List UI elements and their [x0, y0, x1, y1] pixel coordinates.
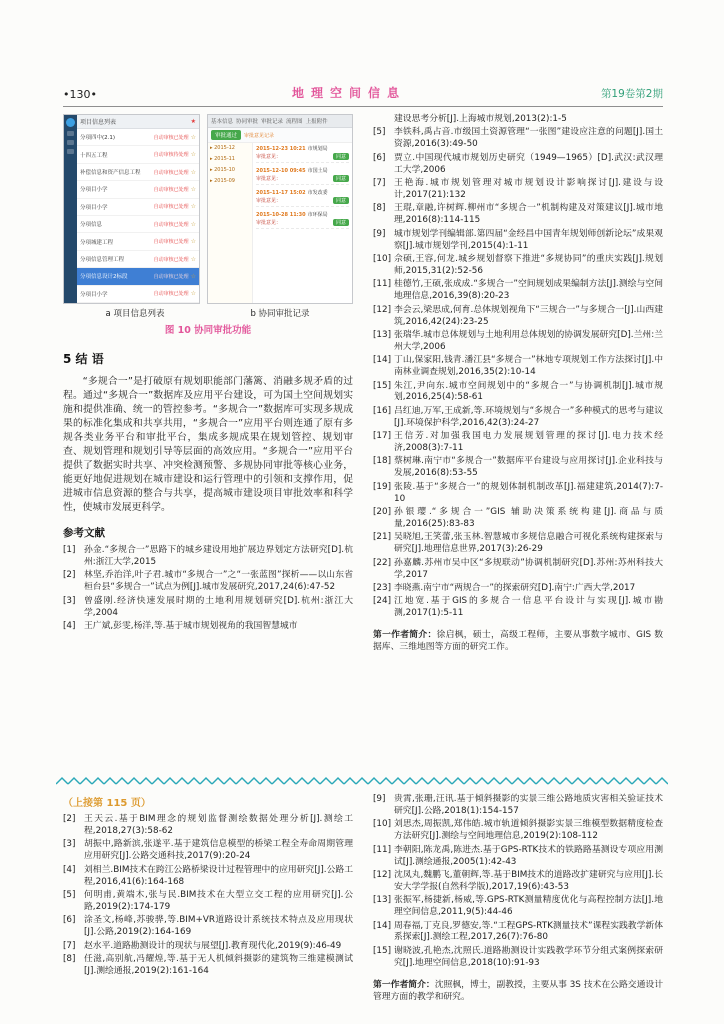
reference-number: [9] [373, 228, 386, 239]
reference-text: 王艳海.城市规划管理对城市规划设计影响探讨[J].建设与设计,2017(21):132 [394, 178, 663, 200]
project-name: 补偿信息和资产信息工程 [80, 170, 141, 177]
reference-text: 刘相兰.BIM技术在跨江公路桥梁设计过程管理中的应用研究[J].公路工程,2016,41(6):164-168 [84, 864, 353, 887]
reference-item [373, 583, 663, 595]
reference-item [373, 819, 663, 843]
conclusion-paragraph: “多规合一”是打破原有规划职能部门藩篱、消融多规矛盾的过程。通过“多规合一”数据库及应用平台建设，可为国土空间规划实施和提供准确、统一的管控参考。“多规合一”数据库可实现多规成果的标准化集成和共享共用，“多规合一”应用平台则连通了原有多规各类业务平台和审批平台，集成多规成果在规划管控、规划审查、规划管理和规划引导等层面的高效应用。“多规合一”应用平台提供了数据实时共享、冲突检测预警、多规协同审批等核心业务，能更好地促进规划在城市建设和运行管理中的引领和支撑作用，促进城市信息资源的整合与共享，提高城市建设项目审批效率和科学性，使城市发展更科学。 [63, 376, 353, 513]
project-name: 分项目小学 [80, 291, 108, 298]
reference-item [373, 254, 663, 278]
reference-number: [14] [373, 355, 392, 366]
project-list-panel [77, 115, 199, 303]
reference-number: [13] [373, 329, 392, 340]
record-opinion-label: 审批意见： [256, 220, 282, 226]
reference-text: 贵霄,张珊,汪讯.基于倾斜摄影的实景三维公路地质灾害相关验证技术研究[J].公路,2018(1):154-157 [394, 794, 663, 816]
screenshot-project-list [63, 114, 200, 304]
project-row[interactable] [77, 129, 199, 146]
reference-number: [14] [373, 920, 392, 931]
reference-number: [4] [63, 620, 76, 631]
reference-item [63, 839, 353, 863]
section-heading-conclusion: 5 结 语 [63, 352, 104, 366]
app-nav-rail [64, 115, 77, 303]
reference-text: 建设思考分析[J].上海城市规划,2013(2):1-5 [394, 114, 567, 124]
reference-item [373, 203, 663, 227]
menu-tab[interactable]: 流程图 [286, 119, 303, 125]
reference-text: 张陵.基于“多规合一”的规划体制机制改革[J].福建建筑,2014(7):7-10 [394, 481, 663, 504]
reference-text: 任滋,高别航,冯耀煌,等.基于无人机倾斜摄影的建筑物三维建模测试[J].测绘通报,2019(2):161-164 [84, 953, 353, 976]
reference-number: [19] [373, 481, 392, 492]
reference-text: 刘思杰,周振凯,郑伟皓.城市轨道倾斜摄影实景三维模型数据精度检查方法研究[J].测绘与空间地理信息,2019(2):108-112 [394, 819, 663, 842]
reference-text: 李晓燕.南宁市“两规合一”的探索研究[D].南宁:广西大学,2017 [394, 583, 636, 594]
reference-item [63, 941, 353, 953]
project-row[interactable] [77, 233, 199, 250]
reference-item [373, 794, 663, 818]
menu-tab[interactable]: 审批记录 [261, 119, 284, 125]
audit-status-badge: 自动审核已处理 [153, 239, 189, 246]
references-heading: 参考文献 [63, 527, 105, 539]
reference-text: 李朝阳,陈龙禹,陈进杰.基于GPS-RTK技术的铁路路基测设专项应用测试[J].测绘通报,2005(1):42-43 [394, 844, 663, 867]
reference-text: 张瑞华.城市总体规划与土地利用总体规划的协调发展研究[D].兰州:兰州大学,2006 [394, 329, 663, 352]
reference-number: [6] [63, 915, 76, 926]
star-icon[interactable]: ☆ [190, 185, 196, 193]
approval-menu-bar [208, 115, 352, 128]
reference-number: [8] [373, 203, 386, 214]
issue-info: 第19卷第2期 [600, 88, 663, 100]
project-list-title: 项目信息列表 [80, 119, 117, 126]
record-date: 2015-10-28 11:30 [256, 212, 306, 218]
record-department: 市环保局 [307, 212, 328, 218]
approval-record-item[interactable] [256, 167, 349, 185]
star-icon[interactable]: ☆ [190, 255, 196, 263]
reference-text: 朱江,尹向东.城市空间规划中的“多规合一”与协调机制[J].城市规划,2016,25(4):58-61 [394, 380, 663, 403]
reference-item [373, 870, 663, 894]
project-name: 分项信息设计2标段 [80, 274, 128, 281]
reference-item [63, 596, 353, 620]
project-row[interactable] [77, 286, 199, 303]
references-list-right [373, 114, 663, 620]
record-status-badge: 同意 [333, 197, 349, 204]
reference-number: [17] [373, 431, 392, 442]
approval-record-item[interactable] [256, 189, 349, 207]
project-rows [77, 129, 199, 303]
sublabel-a: a 项目信息列表 [105, 309, 165, 319]
record-department: 市发改委 [307, 190, 328, 196]
project-name: 分项信息管理工程 [80, 257, 125, 264]
reference-item [63, 621, 353, 633]
reference-item [373, 845, 663, 869]
reference-number: [11] [373, 279, 392, 290]
reference-number: [5] [63, 889, 76, 900]
approval-note: 审批意见记录 [244, 132, 275, 139]
reference-number: [20] [373, 507, 392, 518]
reference-item [373, 330, 663, 354]
project-row[interactable] [77, 268, 199, 285]
reference-text: 孙金.“多规合一”思路下的城乡建设用地扩展边界划定方法研究[D].杭州:浙江大学,2015 [84, 545, 353, 567]
reference-item [373, 406, 663, 430]
audit-status-badge: 自动审核已处理 [153, 256, 189, 263]
author-bio-label: 第一作者简介： [373, 630, 437, 641]
project-name: 分项目小学 [80, 204, 108, 211]
audit-status-badge: 自动审核待处理 [153, 152, 189, 159]
reference-number: [16] [373, 405, 392, 416]
reference-number: [6] [373, 152, 386, 163]
reference-number: [24] [373, 596, 392, 607]
project-list-header [77, 115, 199, 129]
star-icon[interactable]: ☆ [190, 290, 196, 298]
nav-rail-icon[interactable] [67, 149, 74, 154]
record-status-badge: 同意 [333, 153, 349, 160]
audit-status-badge: 自动审核已处理 [153, 291, 189, 298]
page-number: •130• [63, 88, 97, 101]
tree-date-item[interactable]: ▸ 2015-11 [210, 156, 235, 162]
project-row[interactable] [77, 199, 199, 216]
approval-record-item[interactable] [256, 211, 349, 229]
reference-number: [11] [373, 844, 392, 855]
tree-date-item[interactable]: ▸ 2015-09 [210, 178, 235, 184]
reference-number [373, 114, 394, 126]
main-content [63, 114, 663, 654]
reference-item [373, 507, 663, 531]
audit-status-badge: 自动审核已处理 [153, 134, 189, 141]
reference-item [373, 279, 663, 303]
reference-item [63, 570, 353, 594]
record-opinion-label: 审批意见： [256, 198, 282, 204]
reference-item [63, 865, 353, 889]
menu-tab[interactable]: 协同审批 [236, 119, 259, 125]
reference-text: 林坚,乔治洋,叶子君.城市“多规合一”之“一张蓝图”探析——以山东省桓台县“多规合一”试点为例[J].城市发展研究,2017,24(6):47-52 [84, 570, 353, 593]
left-column [63, 114, 353, 654]
author-bio-text: 徐启枫，硕士，高级工程师，主要从事数字城市、GIS 数据库、三维地图等方面的研究工作。 [373, 630, 663, 653]
reference-text: 胡振中,路新滨,张遂平.基于建筑信息模型的桥梁工程全寿命周期管理应用研究[J].公路交通科技,2017(9):20-24 [84, 839, 353, 862]
screenshot-approval-record [207, 114, 353, 304]
star-icon[interactable]: ☆ [190, 168, 196, 176]
reference-number: [15] [373, 945, 392, 956]
reference-number: [3] [63, 595, 76, 606]
audit-status-badge: 自动审核已处理 [153, 273, 189, 280]
reference-text: 曾盛刚.经济快速发展时期的土地利用规划研究[D].杭州:浙江大学,2004 [84, 595, 353, 618]
reference-number: [4] [63, 864, 76, 875]
project-name: 分项四中(2.1) [80, 135, 116, 142]
reference-item [373, 431, 663, 455]
continued-section [63, 794, 663, 1003]
reference-item [63, 954, 353, 978]
reference-number: [8] [63, 953, 76, 964]
tree-date-item[interactable]: ▸ 2015-12 [210, 145, 235, 151]
reference-text: 王信芳.对加强我国电力发展规划管理的探讨[J].电力技术经济,2008(3):7-11 [394, 431, 663, 454]
figure-10 [63, 114, 353, 304]
reference-number: [3] [63, 839, 76, 850]
reference-text: 江地宽.基于GIS的多规合一信息平台设计与实现[J].城市勘测,2017(1):5-11 [394, 596, 663, 619]
reference-number: [7] [63, 940, 76, 951]
approve-button[interactable]: 审批通过 [211, 130, 241, 140]
record-date: 2015-11-17 15:02 [256, 190, 306, 196]
reference-number: [10] [373, 819, 392, 830]
record-date: 2015-12-10 09:45 [256, 168, 306, 174]
reference-item [373, 153, 663, 177]
reference-item [373, 596, 663, 620]
record-status-badge: 同意 [333, 219, 349, 226]
reference-number: [21] [373, 532, 392, 543]
reference-number: [15] [373, 380, 392, 391]
menu-tab[interactable]: 基本信息 [211, 119, 234, 125]
reference-text: 孙银璎.“多规合一”GIS 辅助决策系统构建[J].商品与质量,2016(25):83-83 [394, 507, 663, 529]
wave-divider [56, 776, 668, 786]
record-status-badge: 同意 [333, 175, 349, 182]
project-row[interactable] [77, 164, 199, 181]
project-row[interactable] [77, 216, 199, 233]
approval-body [208, 143, 352, 303]
reference-text: 王琨,章融,许树辉.柳州市“多规合一”机制构建及对策建议[J].城市地理,2016(8):114-115 [394, 203, 663, 226]
continued-references-left [63, 814, 353, 978]
reference-item [373, 558, 663, 582]
reference-text: 谢晓波,孔艳杰,沈照氏.道路勘测设计实践教学环节分组式案例探索研究[J].地理空间信息,2018(10):91-93 [394, 945, 663, 968]
reference-item [373, 895, 663, 919]
reference-item [373, 946, 663, 970]
date-tree [208, 143, 253, 303]
reference-number: [23] [373, 583, 392, 594]
reference-text: 城市规划学刊编辑部.第四届“金经昌中国青年规划师创新论坛”成果观察[J].城市规划学刊,2015(4):1-11 [394, 228, 663, 251]
author-bio-continued [373, 979, 663, 1003]
menu-tab[interactable]: 上报附件 [305, 119, 328, 125]
reference-item [373, 532, 663, 556]
author-bio-label: 第一作者简介： [373, 979, 435, 990]
reference-item [373, 127, 663, 151]
star-icon[interactable]: ☆ [190, 133, 196, 141]
sublabel-b: b 协同审批记录 [250, 309, 310, 319]
star-icon[interactable]: ☆ [190, 238, 196, 246]
reference-item [373, 305, 663, 329]
reference-text: 李会云,梁思成,何育.总体规划视角下“三规合一”与多规合一[J].山西建筑,2016,42(24):23-25 [394, 304, 663, 327]
project-row[interactable] [77, 251, 199, 268]
continued-from-label: （上接第 115 页） [63, 798, 151, 809]
reference-number: [9] [373, 794, 386, 804]
reference-item [373, 355, 663, 379]
figure-sublabels [63, 307, 353, 319]
reference-item [373, 229, 663, 253]
audit-status-badge: 自动审核已处理 [153, 221, 189, 228]
reference-number: [2] [63, 570, 76, 581]
nav-rail-icon[interactable] [67, 131, 74, 136]
approval-toolbar [208, 128, 352, 143]
reference-text: 贾立.中国现代城市规划历史研究（1949—1965）[D].武汉:武汉理工大学,2006 [394, 152, 663, 175]
reference-number: [18] [373, 456, 392, 467]
continued-references-right [373, 794, 663, 970]
reference-item [63, 890, 353, 914]
references-list-left [63, 545, 353, 633]
reference-item [373, 482, 663, 506]
project-name: 分项城建工程 [80, 239, 114, 246]
project-name: 分项目小学 [80, 187, 108, 194]
continued-right-column [373, 794, 663, 1003]
reference-text: 李铁科,禹占音.市级国土资源管理“一张图”建设应注意的问题[J].国土资源,2016(3):49-50 [394, 127, 663, 150]
star-icon[interactable]: ☆ [190, 151, 196, 159]
reference-item [63, 545, 353, 569]
figure-caption: 图 10 协同审批功能 [164, 325, 252, 336]
reference-number: [1] [63, 545, 76, 555]
reference-number: [12] [373, 869, 392, 880]
project-row[interactable] [77, 146, 199, 163]
reference-text: 吕红迪,万军,王成新,等.环境规划与“多规合一”多种模式的思考与建议[J].环境保护科学,2016,42(3):24-27 [394, 405, 663, 428]
reference-text: 沈凤丸,魏鹏飞,董朝辉,等.基于BIM技术的道路改扩建研究与应用[J].长安大学学报(自然科学版),2017,19(6):43-53 [394, 869, 663, 892]
project-name: 十四五工程 [80, 152, 108, 159]
reference-item [373, 456, 663, 480]
star-icon[interactable]: ☆ [190, 203, 196, 211]
reference-number: [13] [373, 895, 392, 906]
reference-number: [10] [373, 253, 392, 264]
author-bio-main [373, 629, 663, 653]
audit-status-badge: 自动审核已处理 [153, 204, 189, 211]
reference-item [373, 114, 663, 126]
continued-left-column [63, 794, 353, 1003]
reference-text: 何明甫,黄端木,张与民.BIM技术在大型立交工程的应用研究[J].公路,2019(2):174-179 [84, 889, 353, 912]
star-icon[interactable]: ☆ [190, 272, 196, 280]
reference-number: [5] [373, 127, 386, 138]
reference-text: 吴晓旭,王笑蕾,张玉林.智慧城市多规信息融合可视化系统构建探索与研究[J].地理信息世界,2017(3):26-29 [394, 532, 663, 555]
reference-item [63, 814, 353, 838]
reference-text: 孙嘉麟.苏州市吴中区“多规联动”协调机制研究[D].苏州:苏州科技大学,2017 [394, 557, 663, 580]
audit-status-badge: 自动审核已处理 [153, 186, 189, 193]
reference-text: 蔡树琳.南宁市“多规合一”数据库平台建设与应用探讨[J].企业科技与发展,2016(8):53-55 [394, 456, 663, 479]
star-icon[interactable]: ☆ [190, 220, 196, 228]
reference-text: 赵水平.道路勘测设计的现状与展望[J].教育现代化,2019(9):46-49 [84, 940, 342, 951]
reference-item [373, 178, 663, 202]
audit-status-badge: 自动审核已处理 [153, 169, 189, 176]
project-row[interactable] [77, 181, 199, 198]
reference-number: [12] [373, 304, 392, 315]
app-logo-icon[interactable] [66, 118, 75, 127]
journal-title: 地理空间信息 [291, 86, 406, 100]
reference-text: 佘硕,王容,何龙.城乡规划督察下推进“多规协同”的重庆实践[J].规划师,2015,31(2):52-56 [394, 253, 663, 276]
author-bio-text: 沈照枫，博士，副教授，主要从事 3S 技术在公路交通设计管理方面的教学和研究。 [373, 979, 663, 1002]
tree-date-item[interactable]: ▸ 2015-10 [210, 167, 235, 173]
reference-text: 张振军,杨捷新,杨威,等.GPS-RTK测量精度优化与高程控制方法[J].地理空间信息,2011,9(5):44-46 [394, 895, 663, 918]
reference-number: [2] [63, 814, 76, 824]
record-opinion-label: 审批意见： [256, 176, 282, 182]
reference-text: 王广斌,彭雯,杨洋,等.基于城市规划视角的我国智慧城市 [84, 620, 298, 631]
reference-text: 涂圣文,杨峰,苏骏骅,等.BIM+VR道路设计系统技术特点及应用现状[J].公路,2019(2):164-169 [84, 915, 353, 938]
reference-item [373, 921, 663, 945]
project-name: 分项信息 [80, 222, 103, 229]
record-opinion-label: 审批意见： [256, 154, 282, 160]
reference-text: 桂德竹,王硕,张成成.“多规合一”空间规划成果编制方法[J].测绘与空间地理信息,2016,39(8):20-23 [394, 279, 663, 302]
favorite-star-icon[interactable]: ★ [190, 118, 196, 125]
record-date: 2015-12-23 10:21 [256, 146, 306, 152]
right-column [373, 114, 663, 654]
record-department: 市规划局 [307, 146, 328, 152]
reference-item [373, 381, 663, 405]
nav-rail-icon[interactable] [67, 140, 74, 145]
reference-item [63, 915, 353, 939]
approval-record-item[interactable] [256, 145, 349, 163]
reference-text: 王天云.基于BIM理念的规划监督测绘数据处理分析[J].测绘工程,2018,27(3):58-62 [84, 814, 353, 836]
reference-text: 周春福,丁克良,罗德安,等.“工程GPS-RTK测量技术”课程实践教学新体系探索[J].测绘工程,2017,26(7):76-80 [394, 920, 663, 943]
page-header [63, 84, 663, 107]
reference-text: 丁山,保家阳,钱青.潘江县“多规合一”林地专项规划工作方法探讨[J].中南林业调查规划,2016,35(2):10-14 [394, 355, 663, 378]
record-department: 市国土局 [307, 168, 328, 174]
reference-number: [22] [373, 557, 392, 568]
reference-number: [7] [373, 178, 386, 189]
approval-records [253, 143, 352, 303]
